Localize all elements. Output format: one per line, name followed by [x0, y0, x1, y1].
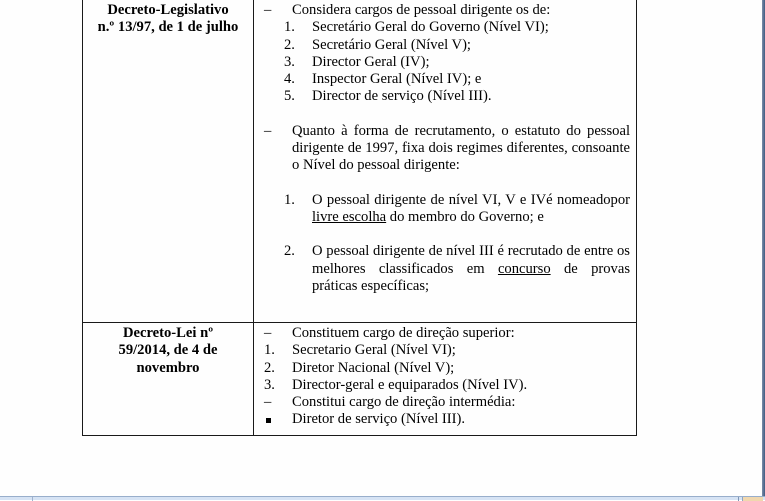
item-text: Director Geral (IV);: [312, 53, 430, 70]
item-text: Director-geral e equiparados (Nível IV).: [292, 376, 528, 393]
law-title-line: 59/2014, de 4 de: [118, 342, 218, 359]
legislation-table: [82, 0, 637, 436]
number-marker: 5.: [284, 88, 295, 105]
number-marker: 4.: [284, 71, 295, 88]
number-marker: 2.: [264, 359, 275, 376]
regime-text-part: O pessoal dirigente de nível III é recrutado de entre os melhores classificados em: [312, 243, 630, 277]
section-heading: Constitui cargo de direção intermédia:: [292, 394, 516, 411]
list-item: [264, 325, 630, 342]
content-cell: [254, 0, 637, 323]
section-heading: Constituem cargo de direção superior:: [292, 325, 515, 341]
dash-marker: –: [264, 2, 272, 18]
number-marker: 1.: [264, 342, 275, 359]
regime-text-part: do membro do Governo; e: [386, 208, 544, 225]
list-item: [264, 2, 630, 19]
dash-marker: –: [264, 325, 272, 341]
intro-text: Considera cargos de pessoal dirigente os de:: [292, 2, 551, 18]
item-text: Secretario Geral (Nível VI);: [292, 342, 456, 359]
scrollbar-divider: [738, 497, 739, 501]
item-text: Secretário Geral (Nível V);: [312, 36, 471, 53]
number-marker: 1.: [284, 19, 295, 36]
list-item: [264, 243, 630, 295]
item-text: Inspector Geral (Nível IV); e: [312, 71, 482, 88]
law-cell: [83, 0, 254, 323]
number-marker: 2.: [284, 243, 295, 260]
corner-tab[interactable]: [742, 497, 763, 501]
underlined-term: livre escolha: [312, 208, 387, 225]
regime-text: [312, 192, 630, 227]
spacer: [264, 175, 630, 192]
status-bar: [0, 496, 765, 500]
list-item: [264, 88, 630, 105]
recruitment-paragraph: Quanto à forma de recrutamento, o estatuto do pessoal dirigente de 1997, fixa dois regimes diferentes, consoante o Nível do pessoal dirigente:: [292, 122, 630, 174]
dash-marker: –: [264, 122, 272, 139]
regime-text-part: de provas práticas específicas;: [312, 260, 630, 294]
table-row: [83, 323, 637, 436]
table-row: [83, 0, 637, 323]
list-item: [264, 54, 630, 71]
content-cell: [254, 323, 637, 436]
list-item: [264, 123, 630, 175]
number-marker: 3.: [284, 53, 295, 70]
underlined-term: concurso: [497, 260, 551, 277]
regime-text: [312, 243, 630, 295]
list-item: [264, 19, 630, 36]
list-item: [264, 360, 630, 377]
square-bullet-icon: [264, 411, 292, 428]
number-marker: 1.: [284, 191, 295, 208]
number-marker: 2.: [284, 36, 295, 53]
list-item: [264, 411, 630, 428]
list-item: [264, 377, 630, 394]
list-item: [264, 71, 630, 88]
law-title-line: Decreto-Lei nº: [122, 325, 214, 341]
item-text: Secretário Geral do Governo (Nível VI);: [312, 19, 549, 36]
law-title-line: Decreto-Legislativo: [107, 2, 229, 18]
item-text: Diretor de serviço (Nível III).: [292, 411, 466, 428]
number-marker: 3.: [264, 376, 275, 393]
law-cell: [83, 323, 254, 436]
law-title-line: novembro: [136, 359, 200, 376]
spacer: [264, 226, 630, 243]
regime-text-part: O pessoal dirigente de nível VI, V e IVé nomeadopor: [312, 191, 630, 208]
item-text: Director de serviço (Nível III).: [312, 88, 492, 105]
list-item: [264, 192, 630, 227]
law-title-line: n.º 13/97, de 1 de julho: [97, 19, 239, 36]
status-bar-divider: [32, 497, 33, 501]
list-item: [264, 342, 630, 359]
list-item: [264, 37, 630, 54]
spacer: [264, 106, 630, 123]
list-item: [264, 394, 630, 411]
dash-marker: –: [264, 394, 272, 411]
item-text: Diretor Nacional (Nível V);: [292, 359, 455, 376]
